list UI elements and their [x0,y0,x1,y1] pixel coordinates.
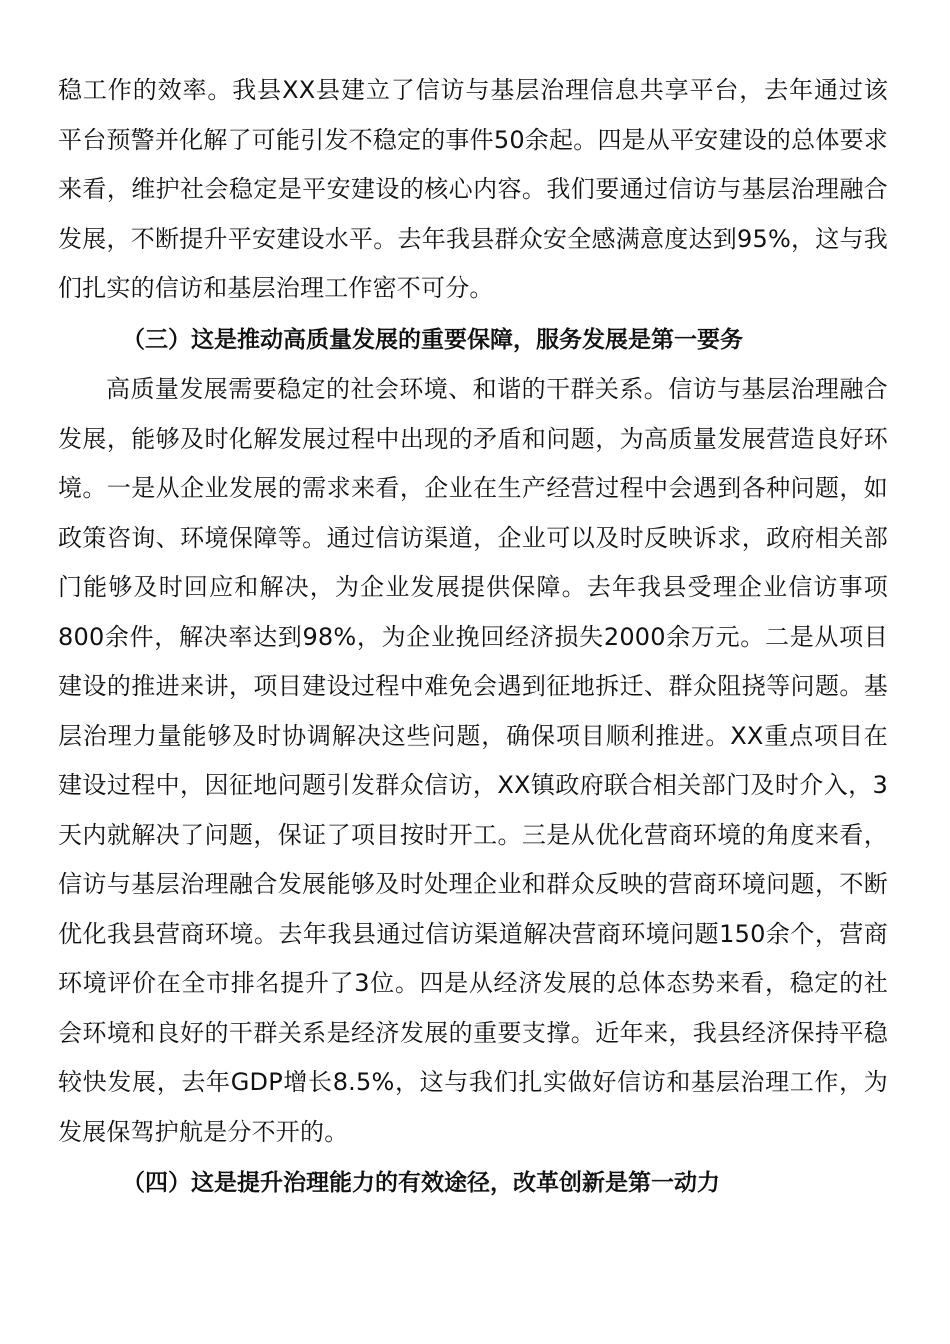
section-heading-4: （四）这是提升治理能力的有效途径，改革创新是第一动力 [122,1170,720,1196]
paragraph-continuation: 稳工作的效率。我县XX县建立了信访与基层治理信息共享平台，去年通过该平台预警并化解了可能引发不稳定的事件50余起。四是从平安建设的总体要求来看，维护社会稳定是平安建设的核心内容。我们要通过信访与基层治理融合发展，不断提升平安建设水平。去年我县群众安全感满意度达到95%，这与我们扎实的信访和基层治理工作密不可分。 [58,76,888,302]
section-heading-3: （三）这是推动高质量发展的重要保障，服务发展是第一要务 [122,326,743,353]
document-body [58,66,888,1209]
paragraph-section-3: 高质量发展需要稳定的社会环境、和谐的干群关系。信访与基层治理融合发展，能够及时化解发展过程中出现的矛盾和问题，为高质量发展营造良好环境。一是从企业发展的需求来看，企业在生产经营过程中会遇到各种问题，如政策咨询、环境保障等。通过信访渠道，企业可以及时反映诉求，政府相关部门能够及时回应和解决，为企业发展提供保障。去年我县受理企业信访事项800余件，解决率达到98%，为企业挽回经济损失2000余万元。二是从项目建设的推进来讲，项目建设过程中难免会遇到征地拆迁、群众阻挠等问题。基层治理力量能够及时协调解决这些问题，确保项目顺利推进。XX重点项目在建设过程中，因征地问题引发群众信访，XX镇政府联合相关部门及时介入，3天内就解决了问题，保证了项目按时开工。三是从优化营商环境的角度来看，信访与基层治理融合发展能够及时处理企业和群众反映的营商环境问题，不断优化我县营商环境。去年我县通过信访渠道解决营商环境问题150余个，营商环境评价在全市排名提升了3位。四是从经济发展的总体态势来看，稳定的社会环境和良好的干群关系是经济发展的重要支撑。近年来，我县经济保持平稳较快发展，去年GDP增长8.5%，这与我们扎实做好信访和基层治理工作，为发展保驾护航是分不开的。 [58,375,888,1146]
